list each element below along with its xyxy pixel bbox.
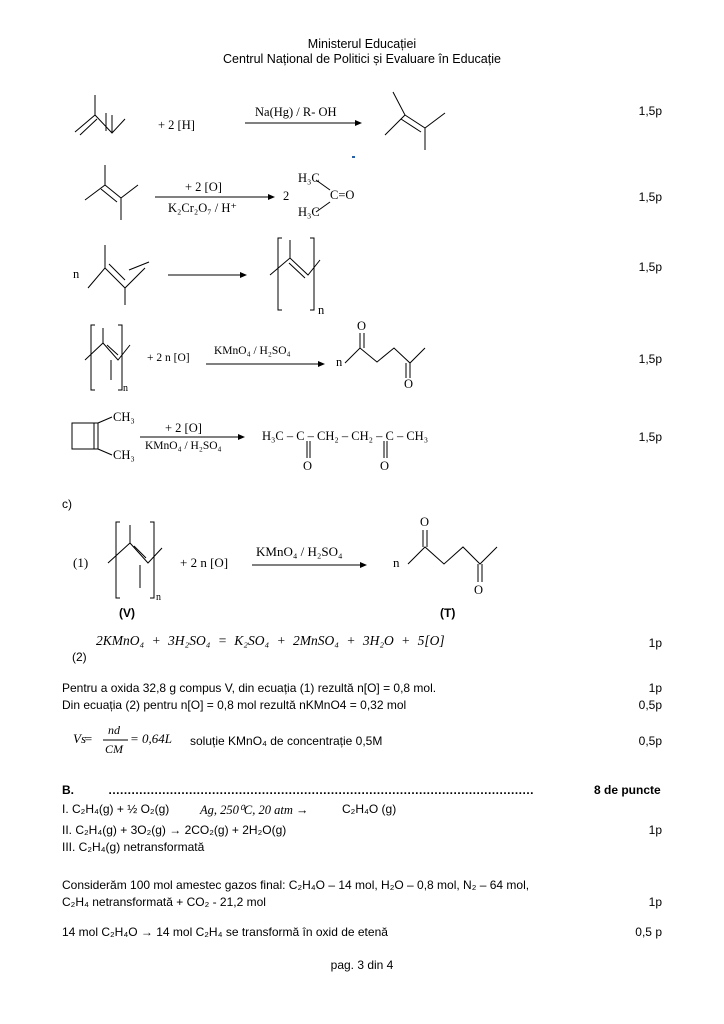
b-r1-product: C₂H₄O (g)	[342, 802, 397, 816]
c-eq1-label: (1)	[73, 555, 89, 570]
page-number: pag. 3 din 4	[330, 958, 394, 972]
r5-points: 1,5p	[638, 430, 662, 444]
alkene-structure-2	[85, 165, 138, 220]
c-eq1-coef: n	[393, 555, 400, 570]
r4-reagent: + 2 n [O]	[147, 352, 190, 364]
r2-product-bot: H₃C	[298, 205, 320, 219]
r2-reagent: + 2 [O]	[185, 180, 222, 194]
b-r2: II. C₂H₄(g) + 3O₂(g) → 2CO₂(g) + 2H₂O(g)	[62, 823, 287, 837]
c-line1-points: 1p	[648, 681, 662, 695]
formula-val: = 0,64L	[130, 731, 173, 746]
formula-cm: CM	[105, 742, 123, 756]
polymer-structure-4	[85, 325, 130, 390]
r5-reagent: + 2 [O]	[165, 421, 202, 435]
header-ministry: Ministerul Educației	[307, 37, 417, 51]
r4-o1: O	[357, 319, 367, 333]
r1-points: 1,5p	[638, 104, 662, 118]
r2-points: 1,5p	[638, 190, 662, 204]
r4-coef: n	[336, 355, 343, 369]
b-r2-points: 1p	[648, 823, 662, 837]
formula-nd: nd	[108, 723, 120, 737]
r4-sub: n	[123, 383, 128, 394]
r2-coef: 2	[283, 189, 290, 203]
b-r1-label: I. C₂H₄(g) + ½ O₂(g)	[62, 802, 170, 816]
r2-product-top: H₃C	[298, 171, 320, 185]
r1-reagent: + 2 [H]	[158, 118, 195, 132]
c-eq2: 2KMnO₄ + 3H₂SO₄ = K₂SO₄ + 2MnSO₄ + 3H₂O + 5[O]	[96, 633, 445, 648]
r3-coef: n	[73, 267, 80, 281]
c-eq1-reagent: + 2 n [O]	[180, 555, 229, 570]
label-v: (V)	[119, 606, 135, 620]
r2-condition: K₂Cr₂O₇ / H⁺	[168, 201, 237, 215]
c-eq1-condition: KMnO₄ / H₂SO₄	[256, 544, 343, 559]
c-line3-points: 0,5p	[638, 734, 662, 748]
c-eq2-label: (2)	[72, 650, 87, 664]
formula-vs: Vs	[73, 731, 86, 746]
polymer-structure-v	[108, 522, 162, 598]
diketone-structure-t	[408, 530, 497, 582]
r2-product-mid: C=O	[330, 188, 355, 202]
section-c-label: c)	[62, 497, 72, 511]
polymer-structure-3	[270, 238, 320, 310]
r4-condition: KMnO₄ / H₂SO₄	[214, 345, 291, 357]
c-o1: O	[420, 515, 430, 529]
c-line2-points: 0,5p	[638, 698, 662, 712]
c-line1: Pentru a oxida 32,8 g compus V, din ecuația (1) rezultă n[O] = 0,8 mol.	[62, 681, 437, 695]
b-p1: Considerăm 100 mol amestec gazos final: C₂H₄O – 14 mol, H₂O – 0,8 mol, N₂ – 64 mol,	[62, 878, 530, 892]
b-r1-cond: Ag, 250⁰C, 20 atm →	[200, 803, 309, 817]
header-center: Centrul Național de Politici și Evaluare în Educație	[223, 52, 501, 66]
b-r3: III. C₂H₄(g) netransformată	[62, 840, 205, 854]
section-b-dots: …………………………………………………………………………………………………	[108, 783, 534, 797]
r4-o2: O	[404, 377, 414, 391]
c-line3: soluție KMnO₄ de concentrație 0,5M	[190, 734, 383, 748]
diene-structure-1	[75, 95, 125, 135]
r5-o1: O	[303, 459, 313, 473]
cyclobutene-structure-5	[72, 417, 112, 455]
r4-points: 1,5p	[638, 352, 662, 366]
b-p3: 14 mol C₂H₄O → 14 mol C₂H₄ se transformă în oxid de etenă	[62, 925, 388, 939]
r5-ch3-top: CH₃	[113, 410, 135, 424]
r5-condition: KMnO₄ / H₂SO₄	[145, 440, 222, 452]
r5-o2: O	[380, 459, 390, 473]
r1-condition: Na(Hg) / R- OH	[255, 105, 337, 119]
diketone-structure-4	[345, 333, 425, 378]
label-t: (T)	[440, 606, 456, 620]
diene-structure-3	[88, 245, 149, 305]
r5-product: H₃C – C – CH₂ – CH₂ – C – CH₃	[262, 429, 429, 443]
r3-sub: n	[318, 303, 325, 317]
section-b-points: 8 de puncte	[594, 783, 661, 797]
c-eq2-points: 1p	[648, 636, 662, 650]
c-o2: O	[474, 583, 484, 597]
b-p2-points: 1p	[648, 895, 662, 909]
r5-ch3-bot: CH₃	[113, 448, 135, 462]
b-p2: C₂H₄ netransformată + CO₂ - 21,2 mol	[62, 895, 266, 909]
b-p3-points: 0,5 p	[635, 925, 662, 939]
section-b-label: B.	[62, 783, 74, 797]
alkene-structure-1	[385, 92, 445, 150]
c-eq1-sub: n	[156, 592, 161, 603]
r3-points: 1,5p	[638, 260, 662, 274]
c-line2: Din ecuația (2) pentru n[O] = 0,8 mol rezultă nKMnO4 = 0,32 mol	[62, 698, 407, 712]
